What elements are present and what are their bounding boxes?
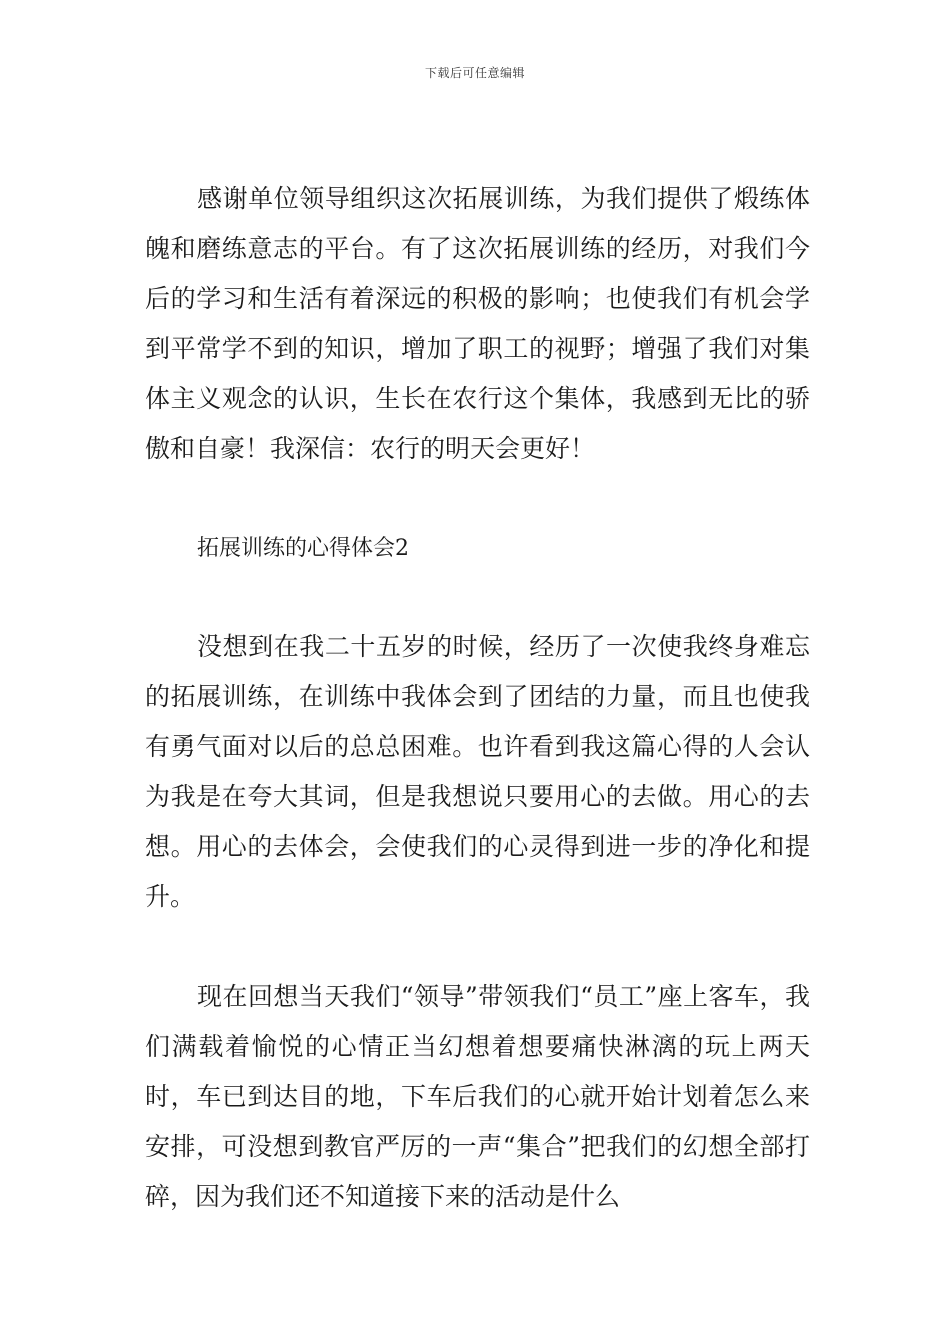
paragraph-recollection: 现在回想当天我们“领导”带领我们“员工”座上客车，我们满载着愉悦的心情正当幻想着想要痛快淋漓的玩上两天时，车已到达目的地，下车后我们的心就开始计划着怎么来安排，可没想到教官严厉的一声“集合”把我们的幻想全部打碎，因为我们还不知道接下来的活动是什么 xyxy=(145,982,810,1211)
paragraph-gratitude: 感谢单位领导组织这次拓展训练，为我们提供了煅练体魄和磨练意志的平台。有了这次拓展训练的经历，对我们今后的学习和生活有着深远的积极的影响；也使我们有机会学到平常学不到的知识，增加了职工的视野；增强了我们对集体主义观念的认识，生长在农行这个集体，我感到无比的骄傲和自豪！我深信：农行的明天会更好！ xyxy=(145,184,810,463)
paragraph-experience: 没想到在我二十五岁的时候，经历了一次使我终身难忘的拓展训练，在训练中我体会到了团结的力量，而且也使我有勇气面对以后的总总困难。也许看到我这篇心得的人会认为我是在夸大其词，但是我想说只要用心的去做。用心的去想。用心的去体会，会使我们的心灵得到进一步的净化和提升。 xyxy=(145,632,810,911)
page-header: 下载后可任意编辑 xyxy=(424,66,525,80)
section-title: 拓展训练的心得体会2 xyxy=(197,536,409,561)
